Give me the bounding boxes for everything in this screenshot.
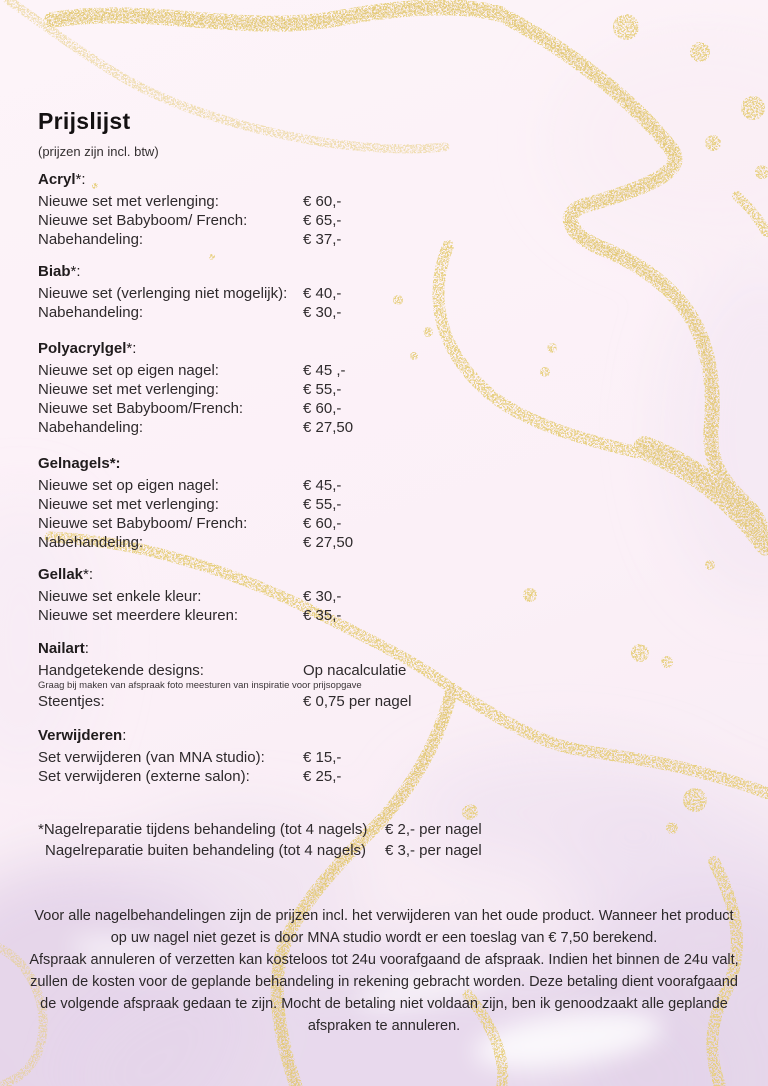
item-label: Nabehandeling: [38,304,144,321]
price-row [38,661,740,680]
item-price: € 40,- [303,285,342,302]
item-label: Nagelreparatie buiten behandeling (tot 4 nagels) [45,842,367,859]
item-price: € 27,50 [303,534,354,551]
section-gelnagels [38,454,740,552]
price-row [38,303,740,322]
terms-line: zullen de kosten voor de geplande behandeling in rekening gebracht worden. Deze betaling dient voorafgaand [30,974,738,990]
repair-row [38,819,740,840]
price-row [38,361,740,380]
item-price: € 65,- [303,212,342,229]
item-label: Nieuwe set met verlenging: [38,496,219,513]
page-title: Prijslijst [38,108,131,134]
price-row [38,606,740,625]
item-price: € 3,- per nagel [385,842,482,859]
item-price: € 2,- per nagel [385,821,482,838]
item-label: Set verwijderen (van MNA studio): [38,749,265,766]
terms-paragraph [0,905,768,1037]
repair-row [38,840,740,861]
section-header: Acryl*: [38,171,86,188]
price-row [38,192,740,211]
section-verwijderen [38,726,740,786]
item-price: € 35,- [303,607,342,624]
item-price: € 25,- [303,768,342,785]
item-label: Nieuwe set met verlenging: [38,381,219,398]
item-price: Op nacalculatie [303,662,407,679]
price-row [38,476,740,495]
price-row [38,587,740,606]
section-header: Nailart: [38,640,89,657]
price-row [38,230,740,249]
item-label: Nieuwe set met verlenging: [38,193,219,210]
item-price: € 30,- [303,588,342,605]
item-price: € 60,- [303,193,342,210]
price-row [38,380,740,399]
item-price: € 45 ,- [303,362,346,379]
section-biab [38,262,740,322]
terms-line: op uw nagel niet gezet is door MNA studio wordt er een toeslag van € 7,50 berekend. [110,930,658,946]
price-row [38,399,740,418]
price-list-content [38,106,740,861]
item-price: € 27,50 [303,419,354,436]
item-price: € 37,- [303,231,342,248]
item-label: Nieuwe set op eigen nagel: [38,477,219,494]
price-row [38,767,740,786]
price-row [38,418,740,437]
item-label: Nieuwe set Babyboom/ French: [38,515,248,532]
nail-repair-notes [38,819,740,861]
section-header: Polyacrylgel*: [38,340,137,357]
item-price: € 45,- [303,477,342,494]
item-label: Nieuwe set meerdere kleuren: [38,607,239,624]
item-price: € 55,- [303,381,342,398]
item-price: € 15,- [303,749,342,766]
terms-line: de volgende afspraak gedaan te zijn. Mocht de betaling niet voldaan zijn, ben ik genoodzaakt alle geplande [40,996,728,1012]
section-header: Biab*: [38,263,81,280]
price-row [38,748,740,767]
item-label: *Nagelreparatie tijdens behandeling (tot 4 nagels) [38,821,368,838]
price-row [38,692,740,711]
terms-line: Voor alle nagelbehandelingen zijn de prijzen incl. het verwijderen van het oude product. Wanneer het product [34,908,734,924]
item-label: Steentjes: [38,693,105,710]
item-price: € 55,- [303,496,342,513]
section-header: Gellak*: [38,566,94,583]
price-row [38,211,740,230]
item-label: Nieuwe set enkele kleur: [38,588,202,605]
item-label: Nabehandeling: [38,419,144,436]
item-label: Nieuwe set op eigen nagel: [38,362,219,379]
terms-line: Afspraak annuleren of verzetten kan kosteloos tot 24u voorafgaand de afspraak. Indien het binnen de 24u valt, [29,952,739,968]
price-row [38,514,740,533]
terms-line: afspraken te annuleren. [307,1018,461,1034]
vat-note: (prijzen zijn incl. btw) [38,144,159,159]
item-price: € 30,- [303,304,342,321]
item-label: Nieuwe set Babyboom/ French: [38,212,248,229]
item-label: Set verwijderen (externe salon): [38,768,250,785]
item-label: Nieuwe set Babyboom/French: [38,400,244,417]
price-row [38,284,740,303]
section-polyacrylgel [38,339,740,437]
item-price: € 0,75 per nagel [303,693,412,710]
section-nailart [38,639,740,711]
item-label: Nieuwe set (verlenging niet mogelijk): [38,285,288,302]
item-label: Nabehandeling: [38,231,144,248]
price-row [38,495,740,514]
item-price: € 60,- [303,515,342,532]
section-gellak [38,565,740,625]
section-acryl [38,170,740,249]
section-header: Verwijderen: [38,727,127,744]
item-price: € 60,- [303,400,342,417]
price-row [38,533,740,552]
item-label: Nabehandeling: [38,534,144,551]
nailart-photo-note: Graag bij maken van afspraak foto meesturen van inspiratie voor prijsopgave [38,680,362,691]
section-header: Gelnagels*: [38,455,121,472]
item-label: Handgetekende designs: [38,662,204,679]
